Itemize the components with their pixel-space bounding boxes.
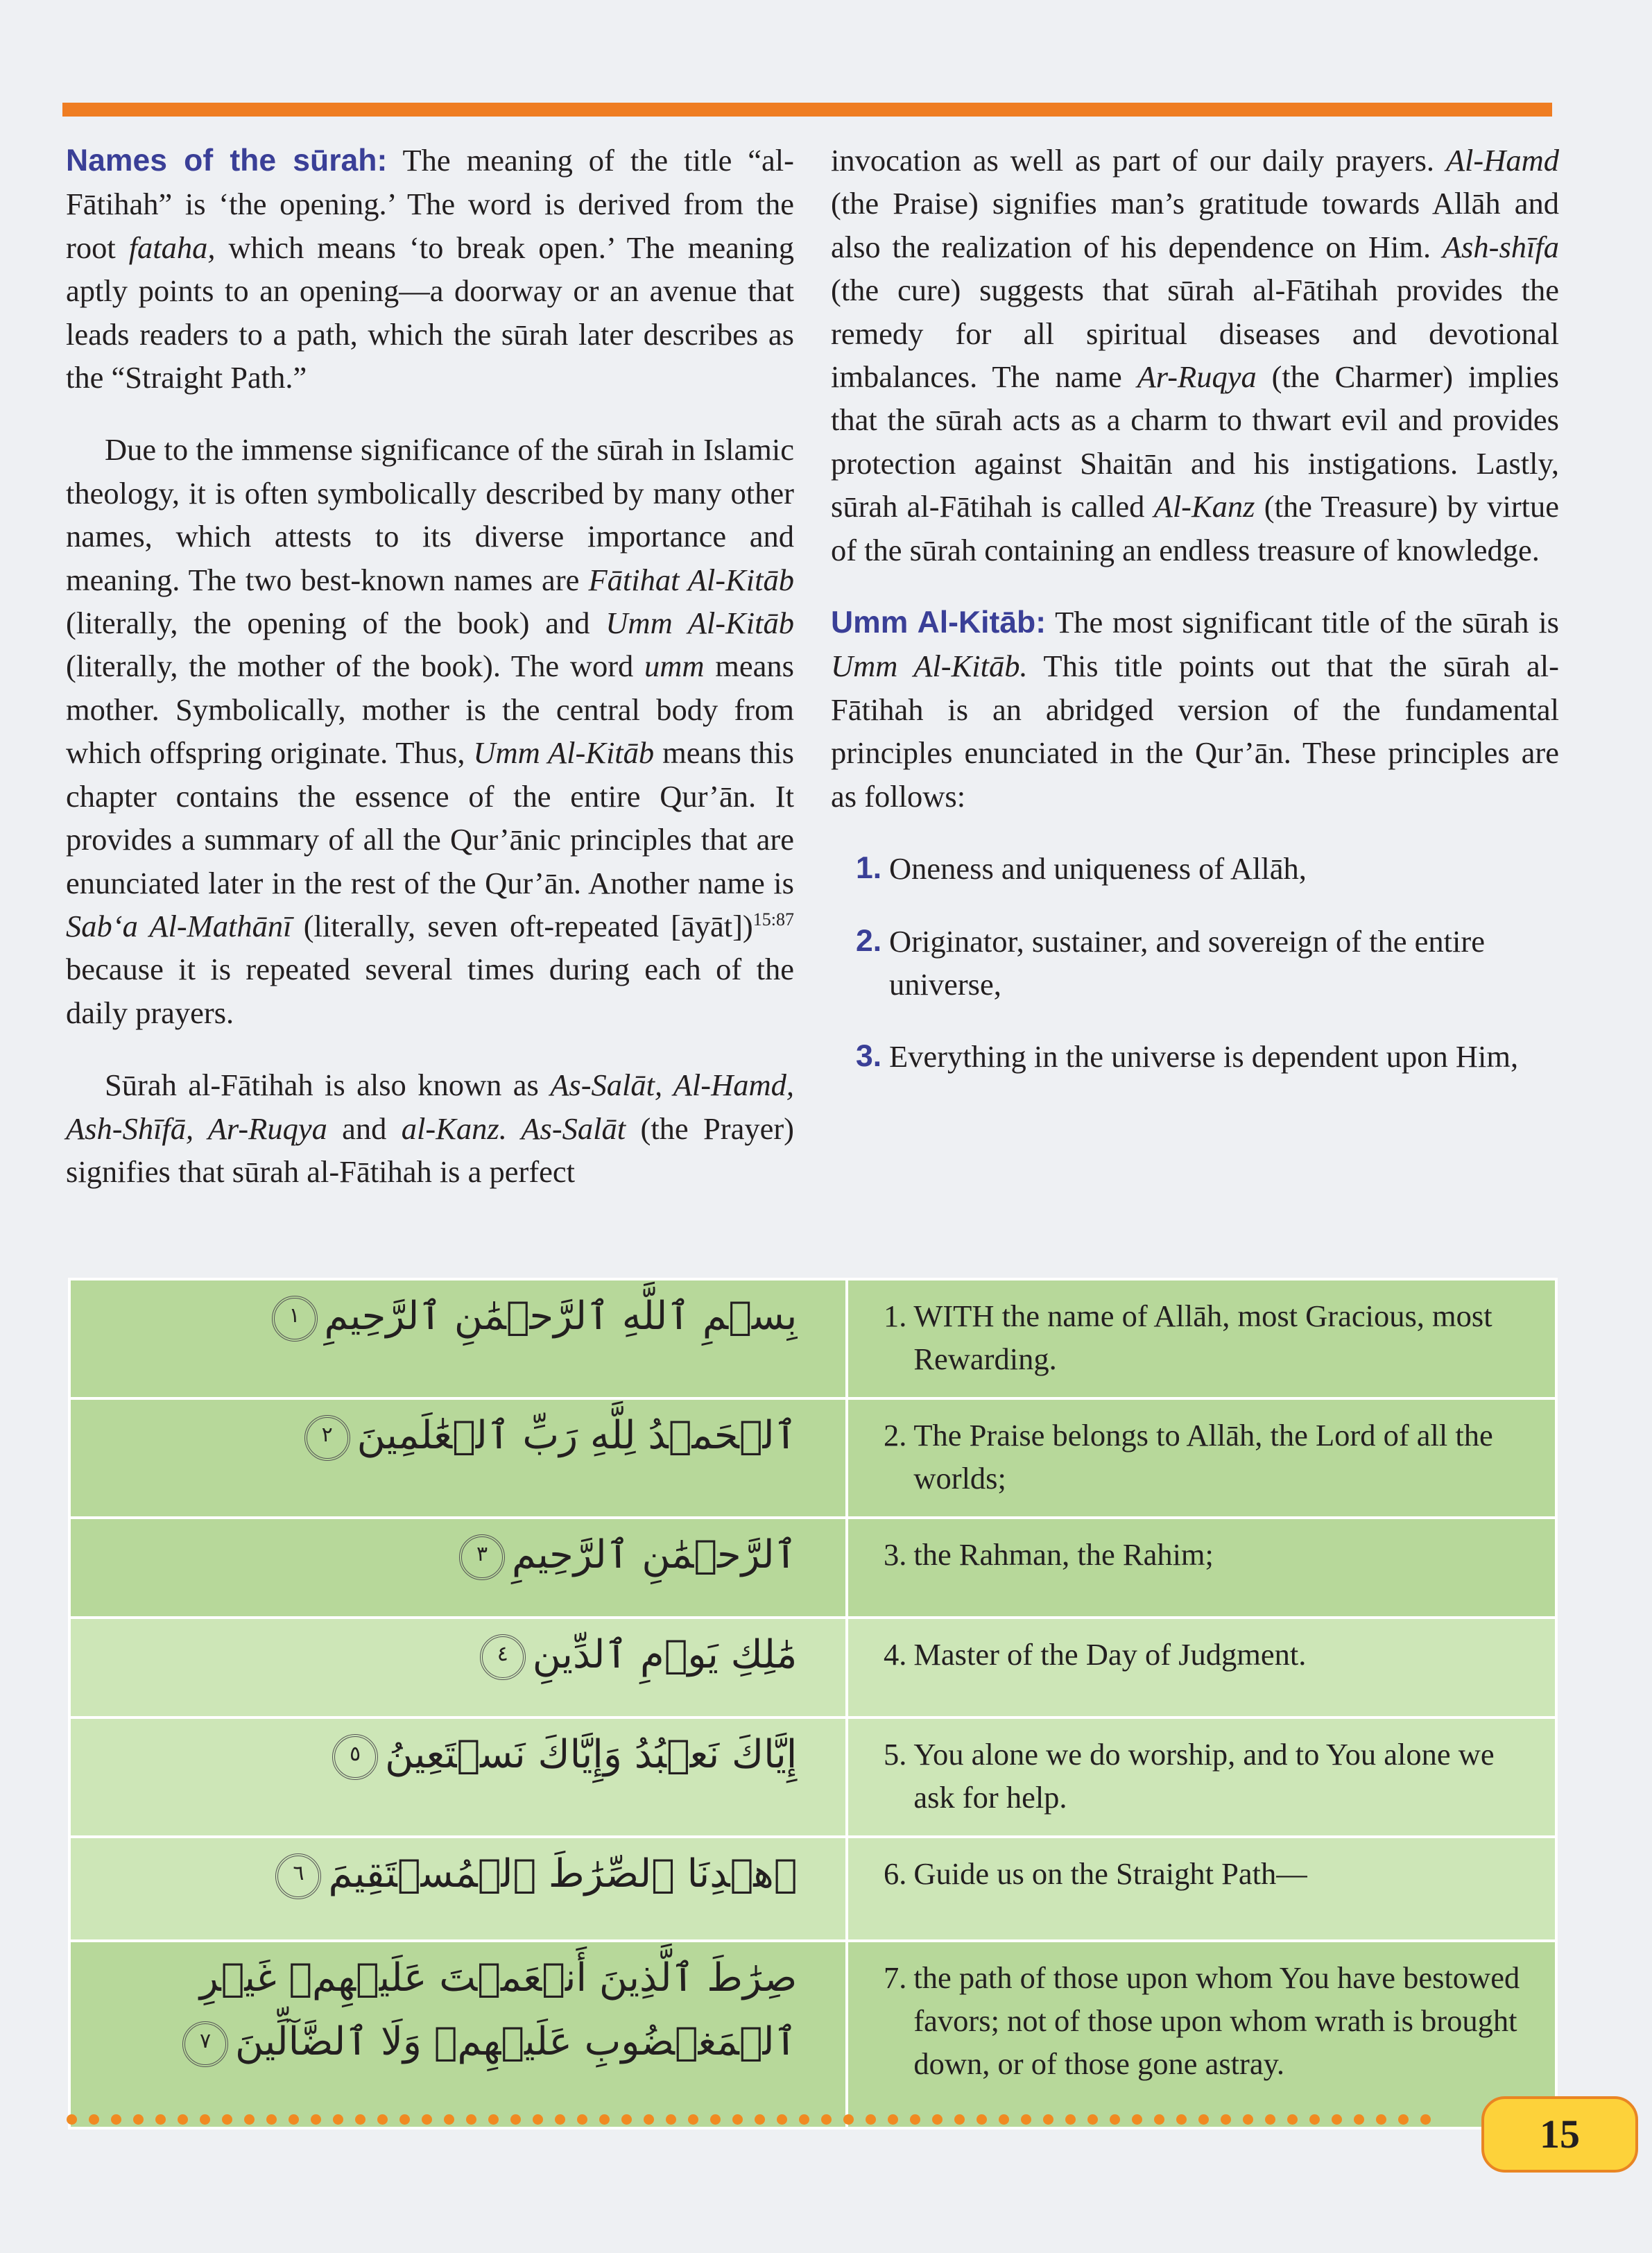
emphasis: fataha, <box>128 230 216 265</box>
footer-dot <box>1221 2114 1231 2125</box>
footer-dot <box>244 2114 255 2125</box>
english-translation <box>847 1941 1556 2128</box>
footer-dot <box>644 2114 654 2125</box>
emphasis: Al-Kanz <box>1153 489 1255 524</box>
emphasis: Sab‘a Al-Mathānī <box>66 908 292 943</box>
footer-dot <box>954 2114 965 2125</box>
ayah-number-mark: ٤ <box>480 1634 526 1680</box>
verse-number: 1. <box>883 1299 907 1333</box>
verse-number: 7. <box>883 1960 907 1995</box>
principle-text: Originator, sustainer, and sovereign of the entire universe, <box>889 923 1485 1002</box>
footer-dot <box>200 2114 210 2125</box>
paragraph-invocation <box>831 139 1559 572</box>
verse-row <box>69 1837 1556 1941</box>
principle-item <box>856 920 1559 1006</box>
principle-number: 2. <box>856 923 882 958</box>
verse-row <box>69 1518 1556 1618</box>
paragraph-names-of-surah <box>66 139 794 399</box>
translation-text: You alone we do worship, and to You alone we ask for help. <box>913 1737 1495 1815</box>
footer-dot <box>488 2114 499 2125</box>
footer-dot <box>111 2114 121 2125</box>
footer-dot <box>1198 2114 1209 2125</box>
arabic-verse <box>69 1518 847 1618</box>
footer-dot <box>510 2114 521 2125</box>
text: and <box>327 1111 402 1146</box>
principle-text: Oneness and uniqueness of Allāh, <box>889 851 1307 886</box>
footer-dot <box>533 2114 543 2125</box>
ayah-number-mark: ٢ <box>304 1415 350 1461</box>
emphasis: umm <box>644 649 705 684</box>
footer-dot <box>222 2114 232 2125</box>
translation-text: the Rahman, the Rahim; <box>913 1537 1214 1572</box>
footer-dot <box>1376 2114 1386 2125</box>
footer-dot <box>422 2114 432 2125</box>
translation-text: Guide us on the Straight Path— <box>913 1856 1307 1891</box>
heading-names-of-surah: Names of the sūrah: <box>66 144 388 178</box>
text: The meaning of the title “al-Fātihah” is ‘the opening.’ The word is derived from the root <box>66 143 794 265</box>
text: (the cure) suggests that sūrah al-Fātihah provides the remedy for all spiritual diseases and devotional imbalances. The name <box>831 273 1559 395</box>
emphasis: As-Salāt, Al-Hamd, Ash-Shīfā, Ar-Ruqya <box>66 1068 794 1146</box>
footer-dot <box>1332 2114 1342 2125</box>
footer-dot <box>1110 2114 1120 2125</box>
emphasis: Ash-shīfa <box>1442 229 1559 264</box>
text: (the Charmer) implies that the sūrah acts as a charm to thwart evil and provides protection against Shaitān and his instigations. Lastly, sūrah al-Fātihah is called <box>831 359 1559 524</box>
english-translation <box>847 1518 1556 1618</box>
text: Sūrah al-Fātihah is also known as <box>105 1068 551 1103</box>
arabic-text: ٱلۡحَمۡدُ لِلَّهِ رَبِّ ٱلۡعَٰلَمِينَ <box>356 1413 798 1458</box>
footer-dot <box>133 2114 144 2125</box>
footer-dot <box>67 2114 77 2125</box>
text: This title points out that the sūrah al-Fātihah is an abridged version of the fundamental principles enunciated in the Qur’ān. These principles are as follows: <box>831 649 1559 814</box>
footer-dot <box>399 2114 410 2125</box>
footer-dot <box>599 2114 610 2125</box>
ayah-number-mark: ٥ <box>332 1734 378 1780</box>
footer-dot <box>333 2114 343 2125</box>
page-number-badge: 15 <box>1481 2096 1638 2173</box>
footer-dot <box>289 2114 299 2125</box>
footer-dot <box>1087 2114 1098 2125</box>
verse-number: 5. <box>883 1737 907 1772</box>
ayah-number-mark: ١ <box>272 1296 318 1342</box>
footer-dot <box>444 2114 454 2125</box>
text: means this chapter contains the essence of the entire Qur’ān. It provides a summary of all the Qur’ānic principles that are enunciated later in the rest of the Qur’ān. Another name is <box>66 735 794 900</box>
translation-text: WITH the name of Allāh, most Gracious, most Rewarding. <box>913 1299 1492 1376</box>
footer-dot <box>1265 2114 1275 2125</box>
heading-umm-al-kitab: Umm Al-Kitāb: <box>831 606 1047 640</box>
footer-dot <box>1287 2114 1298 2125</box>
english-translation <box>847 1837 1556 1941</box>
arabic-text: صِرَٰطَ ٱلَّذِينَ أَنۡعَمۡتَ عَلَيۡهِمۡ غَيۡرِ ٱلۡمَغۡضُوبِ عَلَيۡهِمۡ وَلَا ٱلضَّآلِّينَ <box>199 1955 798 2064</box>
footer-dot <box>1420 2114 1431 2125</box>
left-column <box>66 139 794 1222</box>
footer-dot <box>555 2114 565 2125</box>
footer-dot <box>732 2114 743 2125</box>
verse-reference: 15:87 <box>752 909 794 930</box>
arabic-verse <box>69 1837 847 1941</box>
emphasis: Al-Hamd <box>1445 143 1559 178</box>
verse-number: 4. <box>883 1637 907 1672</box>
footer-dot <box>311 2114 321 2125</box>
verse-number: 3. <box>883 1537 907 1572</box>
footer-dot <box>1154 2114 1164 2125</box>
english-translation <box>847 1717 1556 1837</box>
text: (literally, the mother of the book). The word <box>66 649 645 684</box>
ayah-number-mark: ٣ <box>459 1534 505 1580</box>
emphasis: Umm Al-Kitāb <box>605 606 794 641</box>
principle-item <box>856 1035 1559 1078</box>
footer-dot <box>821 2114 832 2125</box>
emphasis: Umm Al-Kitāb <box>473 735 655 771</box>
principle-item <box>856 847 1559 890</box>
footer-dot <box>710 2114 721 2125</box>
text: (the Treasure) by virtue of the sūrah containing an endless treasure of knowledge. <box>831 489 1560 567</box>
text: means mother. Symbolically, mother is the central body from which offspring originate. Thus, <box>66 649 794 771</box>
footer-dot <box>1243 2114 1253 2125</box>
principle-number: 3. <box>856 1039 882 1074</box>
footer-dot <box>1021 2114 1031 2125</box>
text: which means ‘to break open.’ The meaning aptly points to an opening—a doorway or an avenue that leads readers to a path, which the sūrah later describes as the “Straight Path.” <box>66 230 794 395</box>
footer-dot <box>1354 2114 1364 2125</box>
text: (literally, the opening of the book) and <box>66 606 606 641</box>
footer-dot <box>355 2114 365 2125</box>
verse-row <box>69 1398 1556 1518</box>
arabic-text: بِسۡمِ ٱللَّهِ ٱلرَّحۡمَٰنِ ٱلرَّحِيمِ <box>324 1294 798 1339</box>
text: The most significant title of the sūrah is <box>1046 605 1559 640</box>
footer-dot <box>888 2114 898 2125</box>
footer-dot <box>688 2114 698 2125</box>
top-orange-rule <box>62 103 1552 117</box>
translation-text: the path of those upon whom You have bestowed favors; not of those upon whom wrath is brought down, or of those gone astray. <box>913 1960 1520 2081</box>
footer-dotted-rule <box>67 2114 1454 2128</box>
emphasis: Ar-Ruqya <box>1137 359 1257 395</box>
footer-dot <box>266 2114 277 2125</box>
text: (literally, seven oft-repeated [āyāt]) <box>291 908 753 943</box>
text: because it is repeated several times during each of the daily prayers. <box>66 952 794 1030</box>
ayah-number-mark: ٧ <box>182 2021 228 2067</box>
english-translation <box>847 1618 1556 1717</box>
verse-number: 2. <box>883 1418 907 1453</box>
footer-dot <box>1132 2114 1142 2125</box>
arabic-text: إِيَّاكَ نَعۡبُدُ وَإِيَّاكَ نَسۡتَعِينُ <box>385 1732 798 1777</box>
verse-row <box>69 1279 1556 1398</box>
footer-dot <box>466 2114 476 2125</box>
footer-dot <box>1043 2114 1053 2125</box>
arabic-text: مَٰلِكِ يَوۡمِ ٱلدِّينِ <box>532 1632 798 1677</box>
translation-text: Master of the Day of Judgment. <box>913 1637 1307 1672</box>
footer-dot <box>1398 2114 1409 2125</box>
text: Due to the immense significance of the sūrah in Islamic theology, it is often symbolically described by many other names, which attests to its diverse importance and meaning. The two best-known names are <box>66 432 794 597</box>
principle-text: Everything in the universe is dependent upon Him, <box>889 1039 1519 1074</box>
footer-dot <box>777 2114 787 2125</box>
footer-dot <box>1065 2114 1076 2125</box>
english-translation <box>847 1398 1556 1518</box>
footer-dot <box>1176 2114 1187 2125</box>
arabic-verse <box>69 1279 847 1398</box>
paragraph-umm-al-kitab <box>831 601 1559 818</box>
footer-dot <box>89 2114 99 2125</box>
arabic-verse <box>69 1717 847 1837</box>
footer-dot <box>999 2114 1009 2125</box>
text: invocation as well as part of our daily prayers. <box>831 143 1446 178</box>
footer-dot <box>755 2114 765 2125</box>
paragraph-also-known-as <box>66 1063 794 1193</box>
text: (the Praise) signifies man’s gratitude towards Allāh and also the realization of his dependence on Him. <box>831 186 1559 264</box>
footer-dot <box>976 2114 987 2125</box>
footer-dot <box>621 2114 632 2125</box>
footer-dot <box>866 2114 876 2125</box>
arabic-verse <box>69 1398 847 1518</box>
arabic-text: ٱلرَّحۡمَٰنِ ٱلرَّحِيمِ <box>512 1532 798 1577</box>
footer-dot <box>843 2114 854 2125</box>
footer-dot <box>178 2114 188 2125</box>
footer-dot <box>377 2114 388 2125</box>
arabic-text: ٱهۡدِنَا ٱلصِّرَٰطَ ٱلۡمُسۡتَقِيمَ <box>328 1851 798 1896</box>
arabic-verse <box>69 1941 847 2128</box>
english-translation <box>847 1279 1556 1398</box>
verse-table <box>68 1278 1558 2130</box>
footer-dot <box>910 2114 920 2125</box>
footer-dot <box>1309 2114 1320 2125</box>
principle-number: 1. <box>856 851 882 886</box>
paragraph-significance <box>66 428 794 1034</box>
arabic-verse <box>69 1618 847 1717</box>
verse-number: 6. <box>883 1856 907 1891</box>
footer-dot <box>666 2114 676 2125</box>
verse-row <box>69 1941 1556 2128</box>
emphasis: Umm Al-Kitāb. <box>831 649 1028 684</box>
footer-dot <box>577 2114 587 2125</box>
verse-row <box>69 1618 1556 1717</box>
right-column <box>831 139 1559 1108</box>
footer-dot <box>155 2114 166 2125</box>
emphasis: Fātihat Al-Kitāb <box>588 562 794 597</box>
verse-row <box>69 1717 1556 1837</box>
text: (the Prayer) signifies that sūrah al-Fātihah is a perfect <box>66 1111 794 1189</box>
ayah-number-mark: ٦ <box>275 1853 321 1899</box>
emphasis: al-Kanz. As-Salāt <box>401 1111 626 1146</box>
translation-text: The Praise belongs to Allāh, the Lord of all the worlds; <box>913 1418 1493 1496</box>
footer-dot <box>799 2114 809 2125</box>
footer-dot <box>932 2114 943 2125</box>
